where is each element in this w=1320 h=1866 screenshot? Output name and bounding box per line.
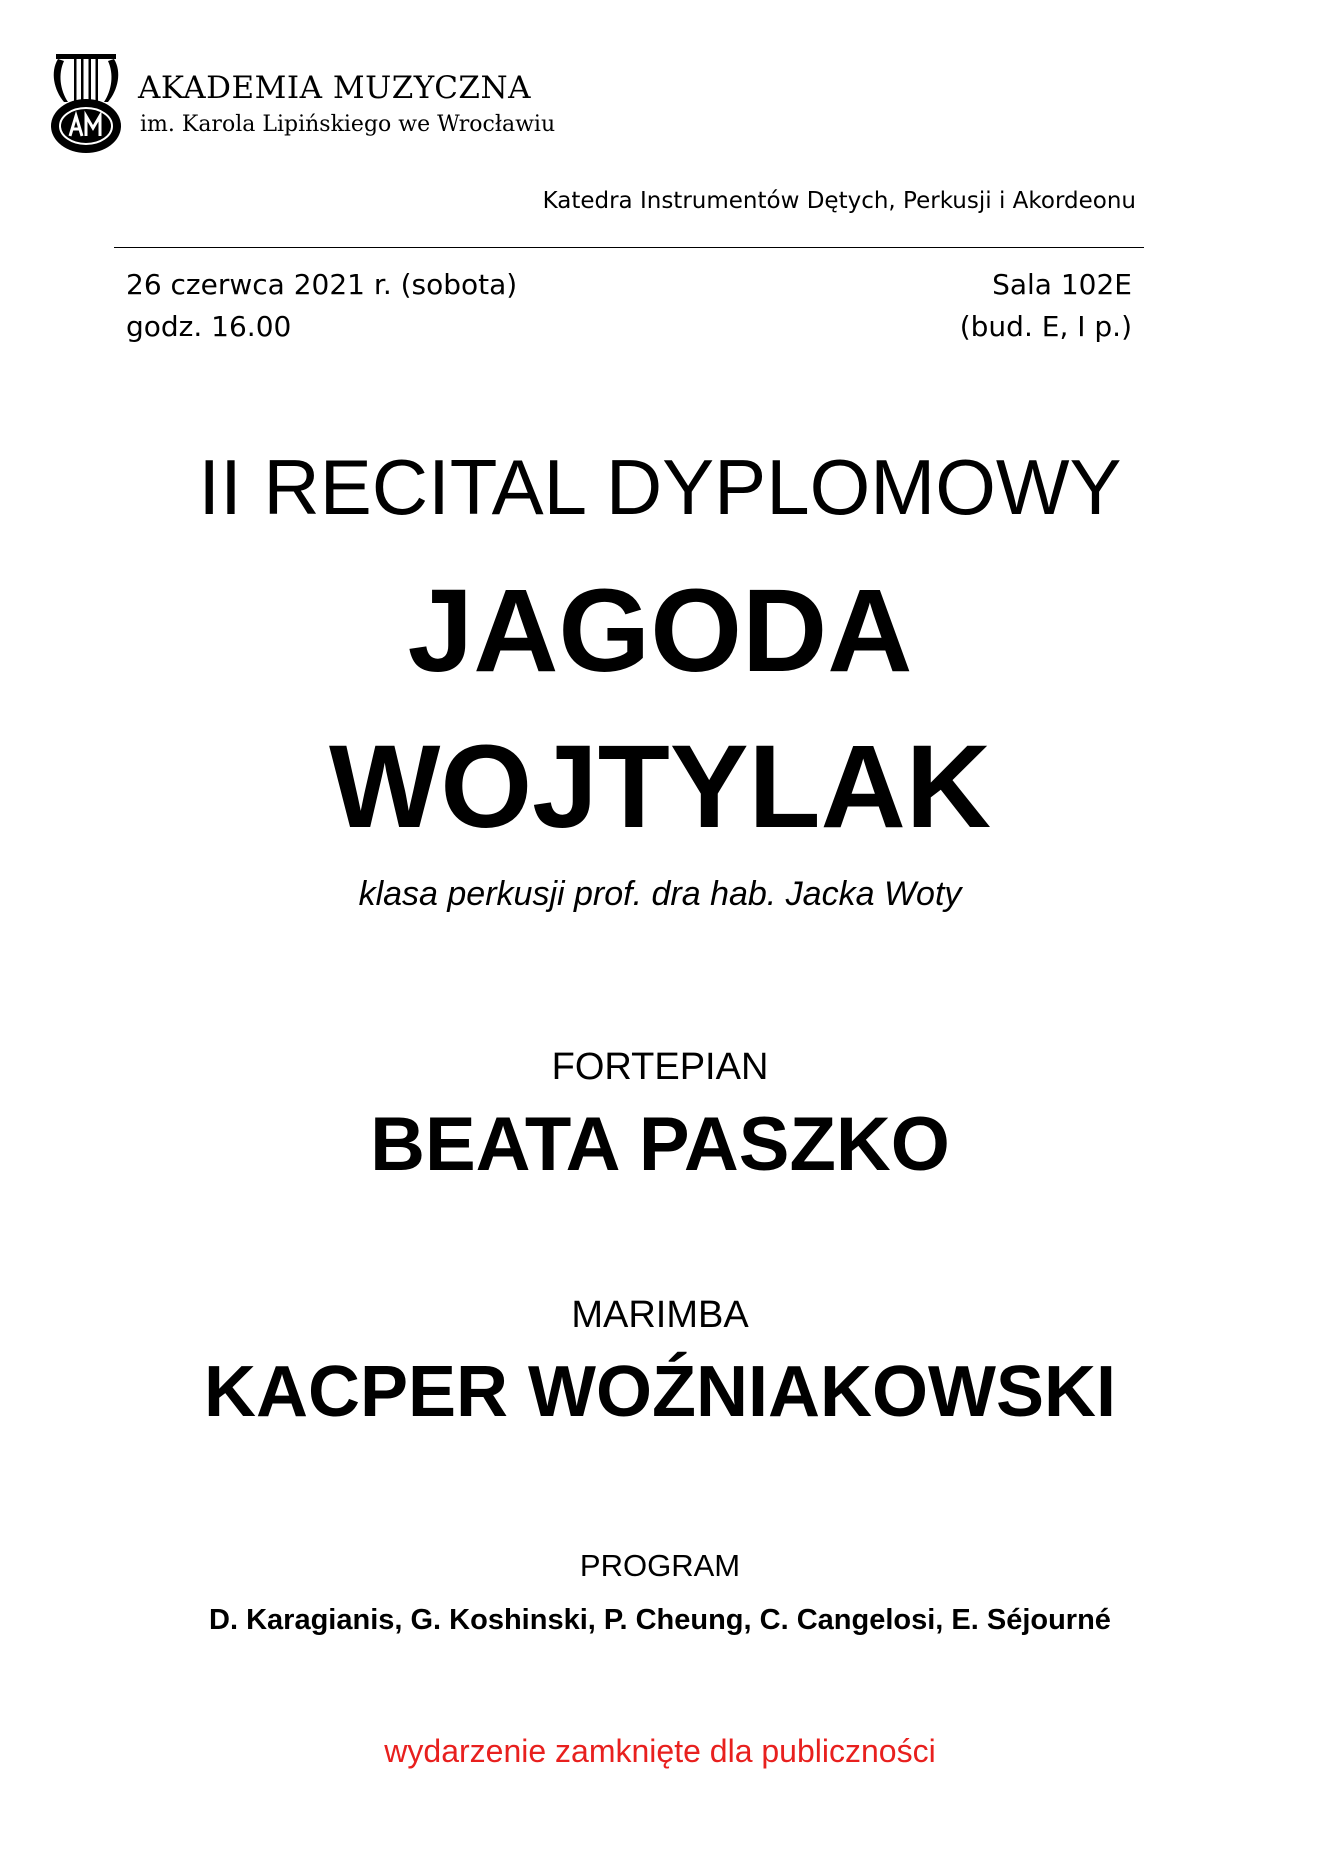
pianist-name: BEATA PASZKO xyxy=(370,1102,950,1187)
institution-subtitle: im. Karola Lipińskiego we Wrocławiu xyxy=(140,112,556,137)
department-name: Katedra Instrumentów Dętych, Perkusji i Akordeonu xyxy=(542,188,1136,214)
program-composers: D. Karagianis, G. Koshinski, P. Cheung, C. Cangelosi, E. Séjourné xyxy=(209,1604,1111,1636)
event-time: godz. 16.00 xyxy=(126,310,292,343)
event-when xyxy=(126,264,517,348)
header-divider xyxy=(114,247,1144,248)
instrument-label-marimba: MARIMBA xyxy=(571,1294,749,1336)
event-date: 26 czerwca 2021 r. (sobota) xyxy=(126,268,518,301)
closed-event-notice: wydarzenie zamknięte dla publiczności xyxy=(384,1733,936,1769)
institution-name: AKADEMIA MUZYCZNA xyxy=(138,70,531,106)
lyre-icon xyxy=(48,52,124,154)
event-room: Sala 102E xyxy=(992,268,1132,301)
event-building: (bud. E, I p.) xyxy=(959,310,1132,343)
class-info: klasa perkusji prof. dra hab. Jacka Woty xyxy=(358,875,962,913)
program-label: PROGRAM xyxy=(579,1548,741,1583)
marimbist-name: KACPER WOŹNIAKOWSKI xyxy=(204,1352,1116,1432)
recital-title: II RECITAL DYPLOMOWY xyxy=(198,443,1122,531)
instrument-label-piano: FORTEPIAN xyxy=(551,1046,769,1088)
event-where xyxy=(960,264,1132,348)
performer-first-name: JAGODA xyxy=(407,565,913,697)
performer-last-name: WOJTYLAK xyxy=(328,721,992,853)
